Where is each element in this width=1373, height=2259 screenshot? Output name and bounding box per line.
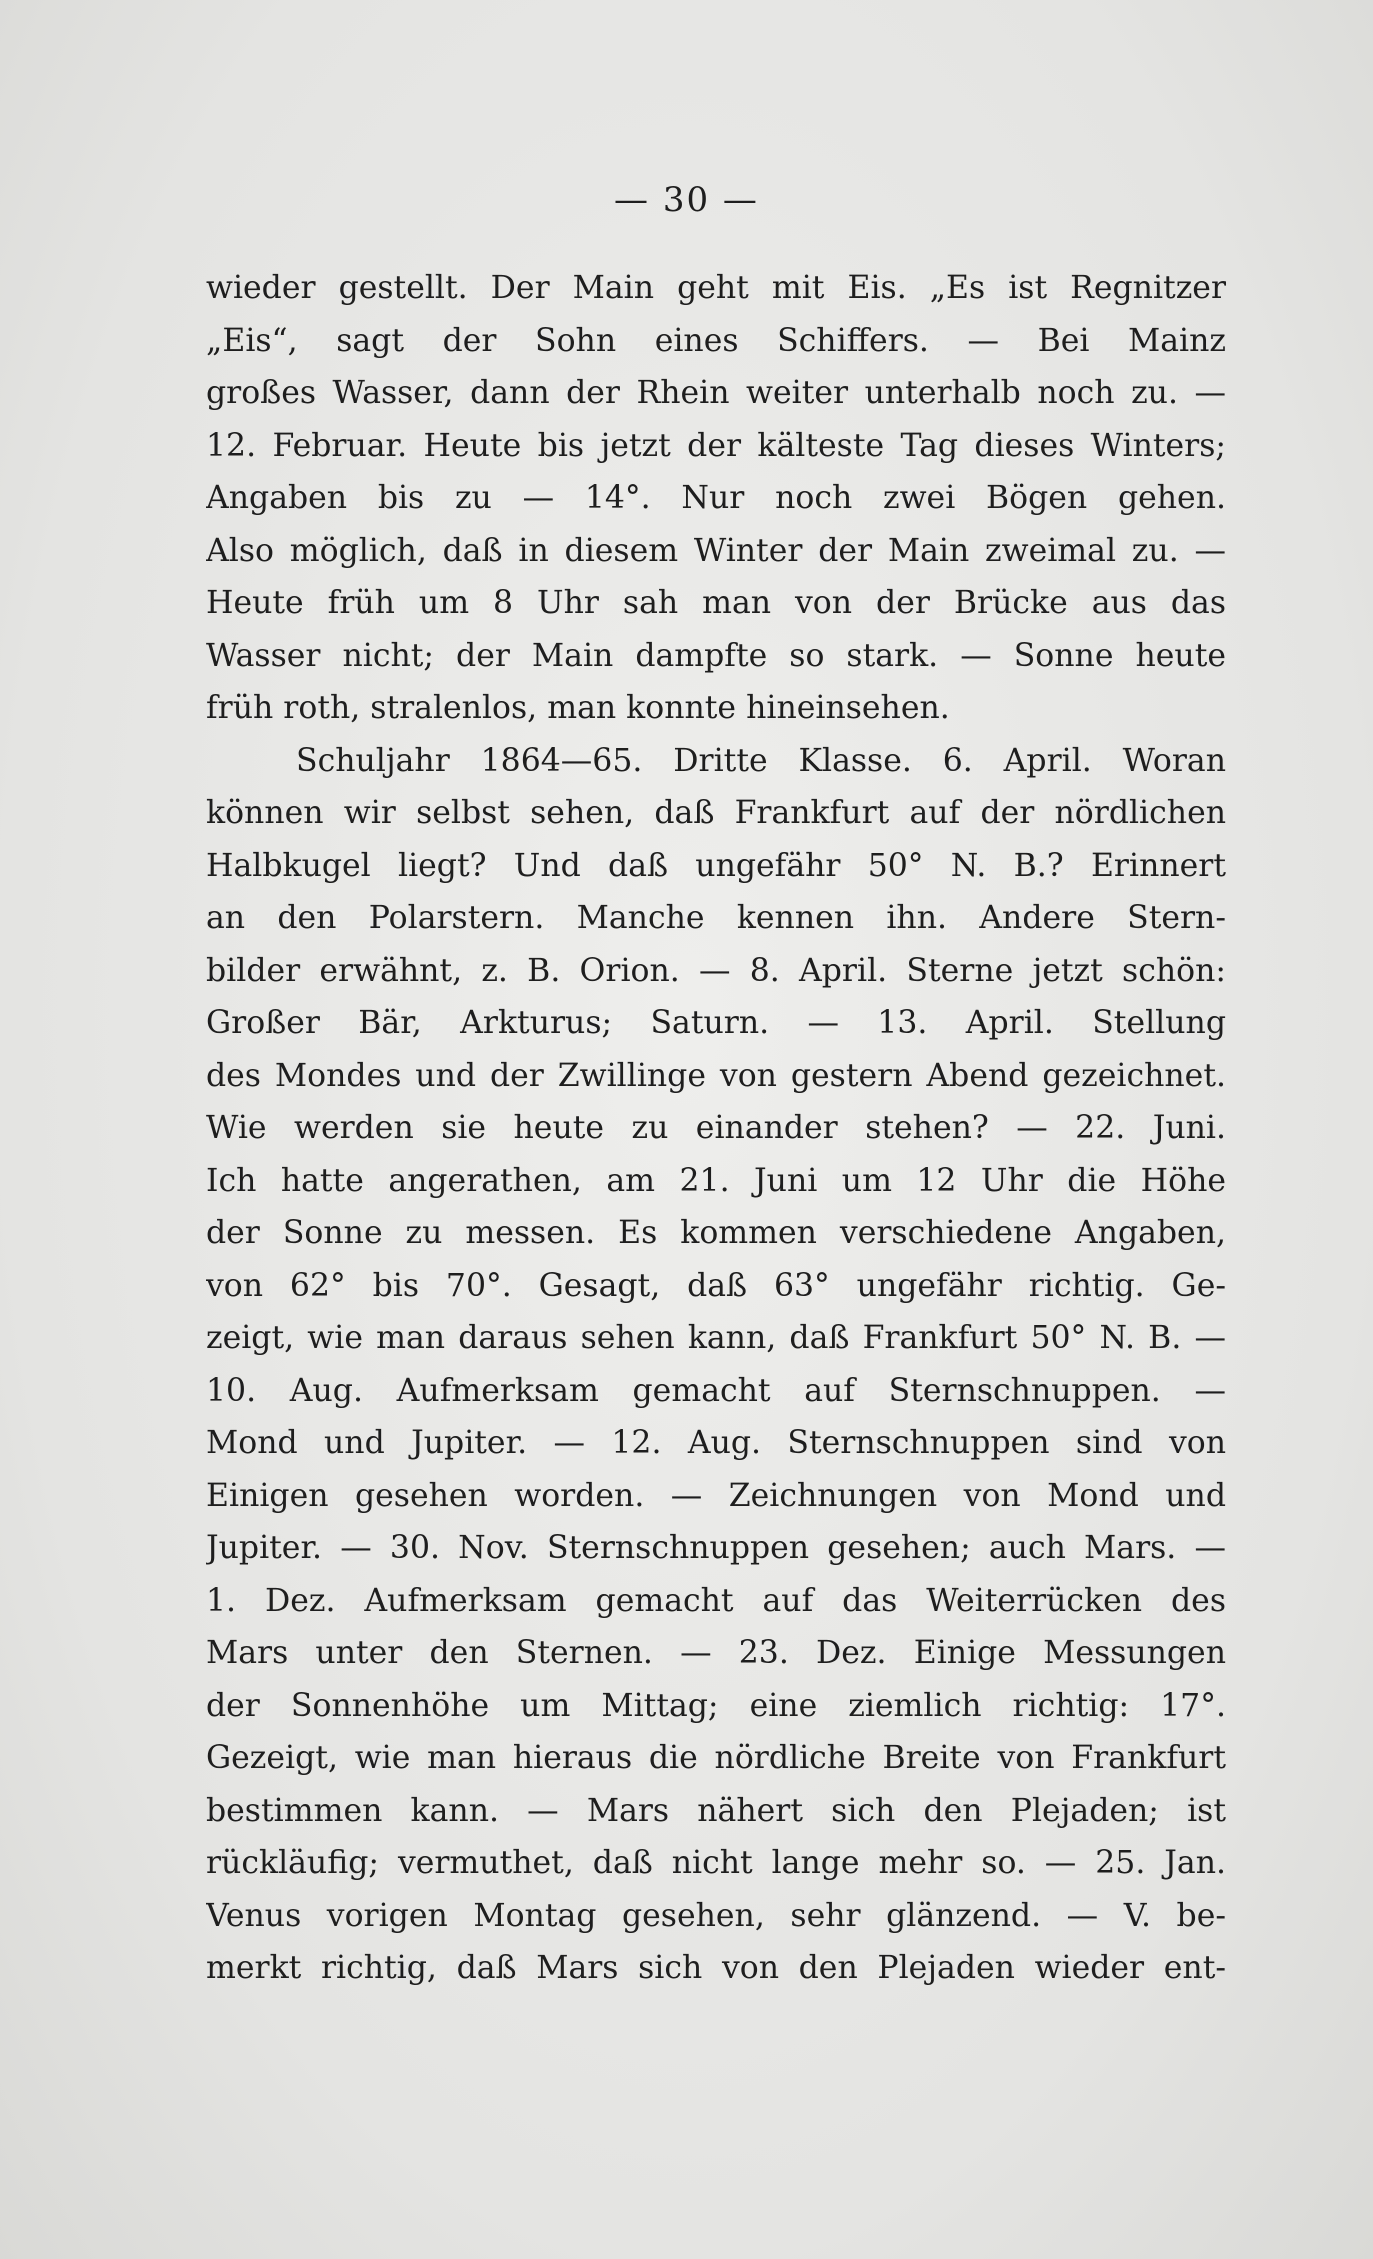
text-line: Einigen gesehen worden. — Zeichnungen von Mond und xyxy=(206,1477,1226,1514)
text-line: von 62° bis 70°. Gesagt, daß 63° ungefähr richtig. Ge- xyxy=(206,1267,1226,1304)
text-line: 1. Dez. Aufmerksam gemacht auf das Weiterrücken des xyxy=(206,1582,1226,1619)
text-line: Mond und Jupiter. — 12. Aug. Sternschnuppen sind von xyxy=(206,1425,1226,1461)
text-line: 12. Februar. Heute bis jetzt der kälteste Tag dieses Winters; xyxy=(206,427,1226,464)
text-line: können wir selbst sehen, daß Frankfurt auf der nördlichen xyxy=(206,795,1226,831)
page-number: — 30 — xyxy=(614,180,759,220)
text-line: bestimmen kann. — Mars nähert sich den Plejaden; ist xyxy=(206,1792,1226,1829)
body-text xyxy=(206,262,1226,1995)
text-line: an den Polarstern. Manche kennen ihn. Andere Stern- xyxy=(206,900,1226,936)
text-line: der Sonne zu messen. Es kommen verschiedene Angaben, xyxy=(206,1215,1226,1251)
text-line: zeigt, wie man daraus sehen kann, daß Frankfurt 50° N. B. — xyxy=(206,1320,1226,1356)
text-line: Wasser nicht; der Main dampfte so stark. — Sonne heute xyxy=(206,637,1226,674)
text-line: bilder erwähnt, z. B. Orion. — 8. April. Sterne jetzt schön: xyxy=(206,952,1226,989)
text-line: Jupiter. — 30. Nov. Sternschnuppen gesehen; auch Mars. — xyxy=(206,1530,1226,1566)
text-line: „Eis“, sagt der Sohn eines Schiffers. — Bei Mainz xyxy=(206,322,1226,359)
text-line: früh roth, stralenlos, man konnte hineinsehen. xyxy=(206,690,950,726)
text-line: der Sonnenhöhe um Mittag; eine ziemlich richtig: 17°. xyxy=(206,1687,1226,1724)
text-line: Gezeigt, wie man hieraus die nördliche Breite von Frankfurt xyxy=(206,1740,1226,1776)
text-line: Angaben bis zu — 14°. Nur noch zwei Bögen gehen. xyxy=(206,480,1226,516)
text-line: Großer Bär, Arkturus; Saturn. — 13. April. Stellung xyxy=(206,1005,1226,1041)
text-line: Halbkugel liegt? Und daß ungefähr 50° N. B.? Erinnert xyxy=(206,847,1226,884)
text-line: 10. Aug. Aufmerksam gemacht auf Sternschnuppen. — xyxy=(206,1372,1226,1409)
text-line: wieder gestellt. Der Main geht mit Eis. „Es ist Regnitzer xyxy=(206,270,1226,306)
text-line: Wie werden sie heute zu einander stehen? — 22. Juni. xyxy=(206,1110,1226,1146)
text-line: merkt richtig, daß Mars sich von den Plejaden wieder ent- xyxy=(206,1950,1226,1986)
text-line: Venus vorigen Montag gesehen, sehr glänzend. — V. be- xyxy=(206,1897,1226,1934)
text-line: großes Wasser, dann der Rhein weiter unterhalb noch zu. — xyxy=(206,375,1226,411)
text-line: rückläufig; vermuthet, daß nicht lange mehr so. — 25. Jan. xyxy=(206,1845,1226,1881)
text-line: Also möglich, daß in diesem Winter der Main zweimal zu. — xyxy=(206,532,1226,569)
text-line: Ich hatte angerathen, am 21. Juni um 12 Uhr die Höhe xyxy=(206,1162,1226,1199)
text-line: Mars unter den Sternen. — 23. Dez. Einige Messungen xyxy=(206,1635,1226,1671)
paragraph-start-line: Schuljahr 1864—65. Dritte Klasse. 6. April. Woran xyxy=(296,742,1226,779)
text-line: des Mondes und der Zwillinge von gestern Abend gezeichnet. xyxy=(206,1057,1226,1094)
text-line: Heute früh um 8 Uhr sah man von der Brücke aus das xyxy=(206,585,1226,621)
